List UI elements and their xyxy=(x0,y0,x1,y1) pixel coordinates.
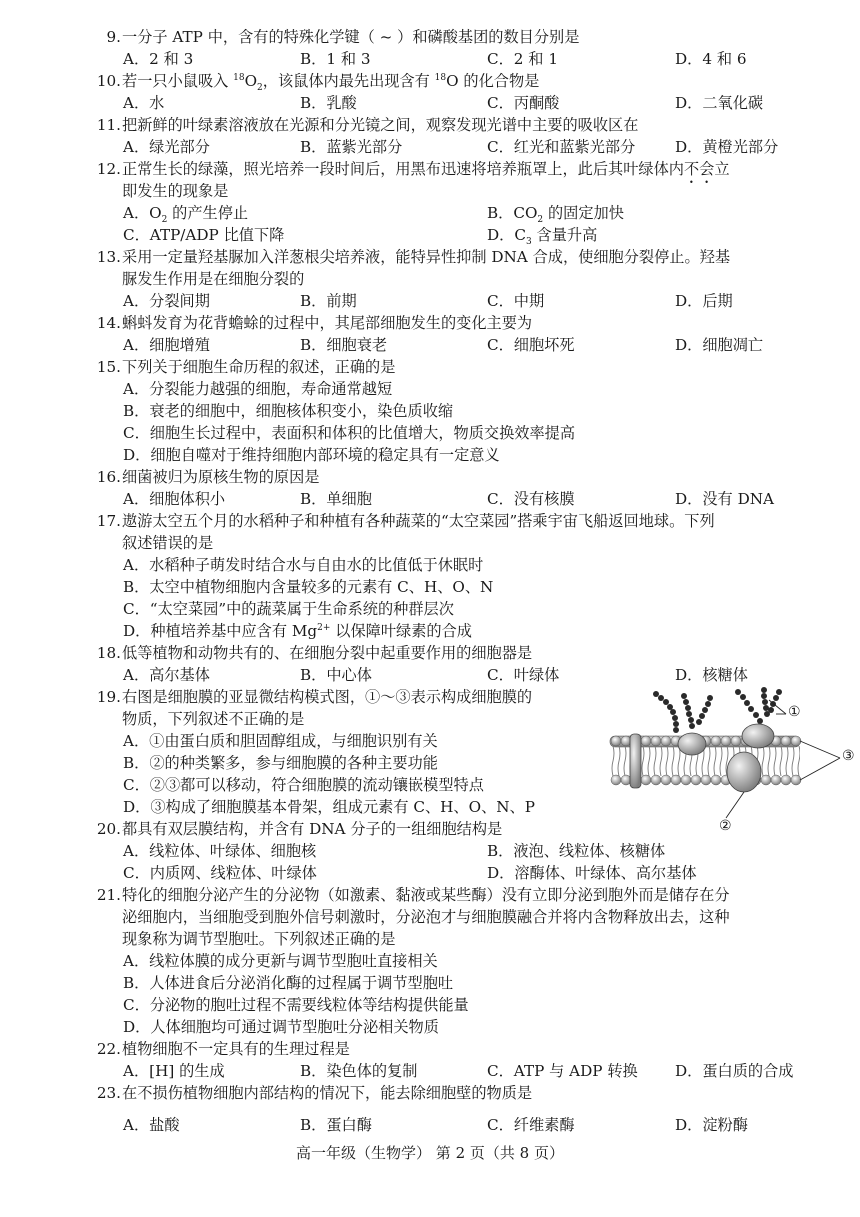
question-16 xyxy=(0,466,860,510)
question-number: 22. xyxy=(96,1040,121,1058)
option-a: A．细胞增殖 xyxy=(123,336,210,354)
option-c: C．红光和蓝紫光部分 xyxy=(487,138,636,156)
question-stem-cont: 现象称为调节型胞吐。下列叙述正确的是 xyxy=(122,930,396,948)
question-number: 12. xyxy=(96,160,121,178)
question-stem: 遨游太空五个月的水稻种子和种植有各种蔬菜的“太空菜园”搭乘宇宙飞船返回地球。下列 xyxy=(122,512,715,530)
option-b: B．1 和 3 xyxy=(300,50,371,68)
option-d: D．③构成了细胞膜基本骨架，组成元素有 C、H、O、N、P xyxy=(123,798,535,816)
question-stem: 把新鲜的叶绿素溶液放在光源和分光镜之间，观察发现光谱中主要的吸收区在 xyxy=(122,116,639,134)
question-stem: 特化的细胞分泌产生的分泌物（如激素、黏液或某些酶）没有立即分泌到胞外而是储存在分 xyxy=(122,886,730,904)
option-b: B．人体进食后分泌消化酶的过程属于调节型胞吐 xyxy=(123,974,454,992)
option-c: C．细胞生长过程中，表面积和体积的比值增大，物质交换效率提高 xyxy=(123,424,576,442)
option-b: B．染色体的复制 xyxy=(300,1062,418,1080)
option-a: A．①由蛋白质和胆固醇组成，与细胞识别有关 xyxy=(123,732,438,750)
question-9 xyxy=(0,26,860,70)
option-a: A．[H] 的生成 xyxy=(123,1062,225,1080)
option-d: D．细胞自噬对于维持细胞内部环境的稳定具有一定意义 xyxy=(123,446,500,464)
option-b: B．$CO_2$ 的固定加快 xyxy=(487,204,624,226)
question-stem-cont: 泌细胞内，当细胞受到胞外信号刺激时，分泌泡才与细胞膜融合并将内含物释放出去，这种 xyxy=(122,908,730,926)
question-15 xyxy=(0,356,860,466)
question-number: 16. xyxy=(96,468,121,486)
option-c: C．中期 xyxy=(487,292,545,310)
question-number: 23. xyxy=(96,1084,121,1102)
question-stem: 蝌蚪发育为花背蟾蜍的过程中，其尾部细胞发生的变化主要为 xyxy=(122,314,533,332)
question-10 xyxy=(0,70,860,114)
question-11 xyxy=(0,114,860,158)
option-b: B．蛋白酶 xyxy=(300,1116,372,1134)
question-number: 17. xyxy=(96,512,121,530)
question-21 xyxy=(0,884,860,1038)
question-17 xyxy=(0,510,860,642)
option-a: A．高尔基体 xyxy=(123,666,210,684)
option-b: B．前期 xyxy=(300,292,357,310)
option-d: D．淀粉酶 xyxy=(675,1116,748,1134)
question-stem: 下列关于细胞生命历程的叙述，正确的是 xyxy=(122,358,396,376)
option-b: B．衰老的细胞中，细胞核体积变小，染色质收缩 xyxy=(123,402,454,420)
option-d: D．人体细胞均可通过调节型胞吐分泌相关物质 xyxy=(123,1018,439,1036)
figure-label-2: ② xyxy=(719,818,732,834)
figure-label-1: ① xyxy=(788,704,801,720)
figure-label-3: ③ xyxy=(842,748,855,764)
question-22 xyxy=(0,1038,860,1082)
question-12 xyxy=(0,158,860,246)
question-number: 20. xyxy=(96,820,121,838)
option-c: C．没有核膜 xyxy=(487,490,575,508)
option-d: D．细胞凋亡 xyxy=(675,336,764,354)
option-b: B．乳酸 xyxy=(300,94,357,112)
option-a: A．水稻种子萌发时结合水与自由水的比值低于休眠时 xyxy=(123,556,484,574)
question-stem: 右图是细胞膜的亚显微结构模式图，①～③表示构成细胞膜的 xyxy=(122,688,533,706)
question-number: 18. xyxy=(96,644,121,662)
option-b: B．中心体 xyxy=(300,666,372,684)
option-a: A．分裂间期 xyxy=(123,292,210,310)
option-c: C．2 和 1 xyxy=(487,50,558,68)
question-stem: 若一只小鼠吸入 $^{18}O_2$，该鼠体内最先出现含有 $^{18}$O 的化合物是 xyxy=(122,72,540,94)
option-a: A．2 和 3 xyxy=(123,50,194,68)
option-d: D．后期 xyxy=(675,292,733,310)
option-c: C．纤维素酶 xyxy=(487,1116,575,1134)
option-b: B．蓝紫光部分 xyxy=(300,138,403,156)
question-23 xyxy=(0,1082,860,1136)
question-number: 9. xyxy=(106,28,121,46)
option-b: B．②的种类繁多，参与细胞膜的各种主要功能 xyxy=(123,754,438,772)
option-d: D．核糖体 xyxy=(675,666,748,684)
question-number: 21. xyxy=(96,886,121,904)
option-c: C．ATP/ADP 比值下降 xyxy=(123,226,285,244)
option-a: A．细胞体积小 xyxy=(123,490,226,508)
option-d: D．蛋白质的合成 xyxy=(675,1062,794,1080)
question-18 xyxy=(0,642,860,686)
option-d: D．溶酶体、叶绿体、高尔基体 xyxy=(487,864,697,882)
question-number: 19. xyxy=(96,688,121,706)
option-c: C．②③都可以移动，符合细胞膜的流动镶嵌模型特点 xyxy=(123,776,484,794)
option-c: C．分泌物的胞吐过程不需要线粒体等结构提供能量 xyxy=(123,996,469,1014)
question-stem-cont: 即发生的现象是 xyxy=(122,182,229,200)
question-stem: 植物细胞不一定具有的生理过程是 xyxy=(122,1040,350,1058)
question-stem-cont: 叙述错误的是 xyxy=(122,534,214,552)
question-stem: 细菌被归为原核生物的原因是 xyxy=(122,468,320,486)
option-b: B．太空中植物细胞内含量较多的元素有 C、H、O、N xyxy=(123,578,494,596)
question-stem: 采用一定量羟基脲加入洋葱根尖培养液，能特异性抑制 DNA 合成，使细胞分裂停止。羟基 xyxy=(122,248,731,266)
option-a: A．盐酸 xyxy=(123,1116,180,1134)
cell-membrane-figure xyxy=(604,686,860,836)
question-number: 14. xyxy=(96,314,121,332)
question-stem-cont: 脲发生作用是在细胞分裂的 xyxy=(122,270,305,288)
question-number: 10. xyxy=(96,72,121,90)
option-c: C．ATP 与 ADP 转换 xyxy=(487,1062,638,1080)
option-c: C．叶绿体 xyxy=(487,666,560,684)
option-d: D．4 和 6 xyxy=(675,50,747,68)
option-d: D．种植培养基中应含有 $Mg^{2+}$ 以保障叶绿素的合成 xyxy=(123,622,472,640)
option-d: D．黄橙光部分 xyxy=(675,138,779,156)
option-d: D．没有 DNA xyxy=(675,490,775,508)
question-number: 15. xyxy=(96,358,121,376)
question-stem: 都具有双层膜结构，并含有 DNA 分子的一组细胞结构是 xyxy=(122,820,503,838)
option-a: A．绿光部分 xyxy=(123,138,210,156)
question-stem: 低等植物和动物共有的、在细胞分裂中起重要作用的细胞器是 xyxy=(122,644,533,662)
option-a: A．线粒体、叶绿体、细胞核 xyxy=(123,842,317,860)
option-c: C．内质网、线粒体、叶绿体 xyxy=(123,864,317,882)
page-footer: 高一年级（生物学） 第 2 页（共 8 页） xyxy=(296,1144,564,1162)
option-d: D．二氧化碳 xyxy=(675,94,764,112)
question-number: 11. xyxy=(96,116,121,134)
emphasis-text: 不会 xyxy=(683,160,715,178)
option-a: A．水 xyxy=(123,94,165,112)
option-c: C．“太空菜园”中的蔬菜属于生命系统的种群层次 xyxy=(123,600,454,618)
option-b: B．液泡、线粒体、核糖体 xyxy=(487,842,666,860)
option-b: B．细胞衰老 xyxy=(300,336,388,354)
option-c: C．细胞坏死 xyxy=(487,336,575,354)
option-c: C．丙酮酸 xyxy=(487,94,560,112)
question-14 xyxy=(0,312,860,356)
option-a: A．$O_2$ 的产生停止 xyxy=(123,204,249,226)
question-stem-cont: 物质，下列叙述不正确的是 xyxy=(122,710,305,728)
option-a: A．线粒体膜的成分更新与调节型胞吐直接相关 xyxy=(123,952,438,970)
question-stem: 在不损伤植物细胞内部结构的情况下，能去除细胞壁的物质是 xyxy=(122,1084,533,1102)
question-20 xyxy=(0,818,860,884)
question-stem: 一分子 ATP 中，含有的特殊化学键（ ~ ）和磷酸基团的数目分别是 xyxy=(122,28,580,46)
option-b: B．单细胞 xyxy=(300,490,372,508)
question-13 xyxy=(0,246,860,312)
question-number: 13. xyxy=(96,248,121,266)
option-a: A．分裂能力越强的细胞，寿命通常越短 xyxy=(123,380,393,398)
question-stem: 正常生长的绿藻，照光培养一段时间后，用黑布迅速将培养瓶罩上，此后其叶绿体内不会立 xyxy=(122,160,730,178)
option-d: D．$C_3$ 含量升高 xyxy=(487,226,598,248)
